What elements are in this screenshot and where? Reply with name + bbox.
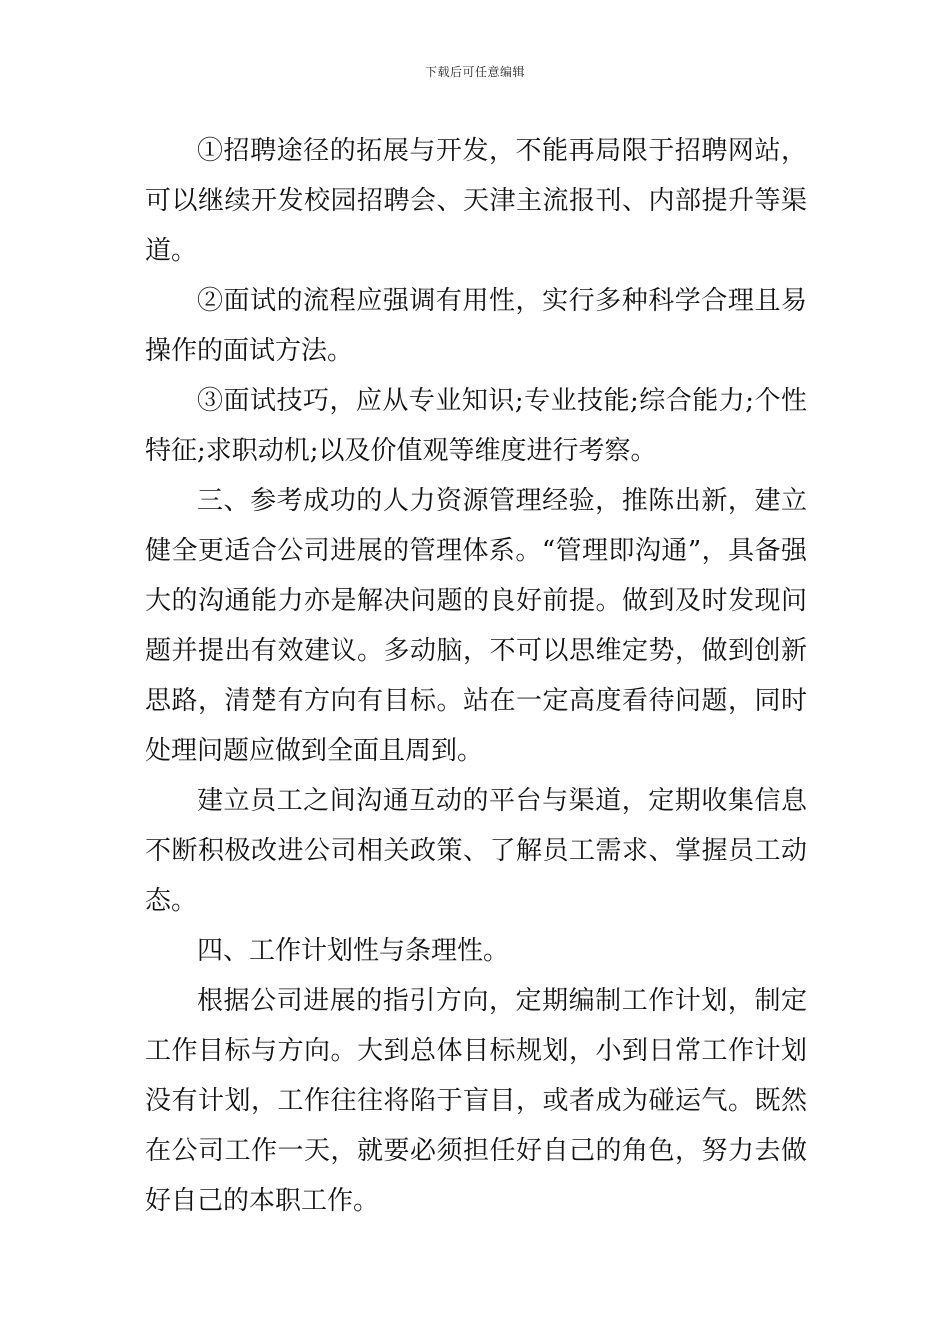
paragraph-interview-skills: ③面试技巧，应从专业知识;专业技能;综合能力;个性特征;求职动机;以及价值观等维度进行考察。 bbox=[145, 386, 807, 466]
header-note: 下载后可任意编辑 bbox=[424, 65, 525, 79]
paragraph-section-four-heading: 四、工作计划性与条理性。 bbox=[197, 936, 510, 966]
paragraph-work-plan: 根据公司进展的指引方向，定期编制工作计划，制定工作目标与方向。大到总体目标规划，小到日常工作计划没有计划，工作往往将陷于盲目，或者成为碰运气。既然在公司工作一天，就要必须担任好自己的角色，努力去做好自己的本职工作。 bbox=[145, 986, 807, 1216]
paragraph-recruitment-channels: ①招聘途径的拓展与开发，不能再局限于招聘网站，可以继续开发校园招聘会、天津主流报刊、内部提升等渠道。 bbox=[145, 136, 807, 266]
paragraph-management-system: 三、参考成功的人力资源管理经验，推陈出新，建立健全更适合公司进展的管理体系。“管理即沟通”，具备强大的沟通能力亦是解决问题的良好前提。做到及时发现问题并提出有效建议。多动脑，不可以思维定势，做到创新思路，清楚有方向有目标。站在一定高度看待问题，同时处理问题应做到全面且周到。 bbox=[145, 486, 807, 766]
document-body bbox=[145, 126, 807, 1226]
paragraph-communication-platform: 建立员工之间沟通互动的平台与渠道，定期收集信息不断积极改进公司相关政策、了解员工需求、掌握员工动态。 bbox=[145, 786, 807, 916]
paragraph-interview-process: ②面试的流程应强调有用性，实行多种科学合理且易操作的面试方法。 bbox=[145, 286, 807, 366]
